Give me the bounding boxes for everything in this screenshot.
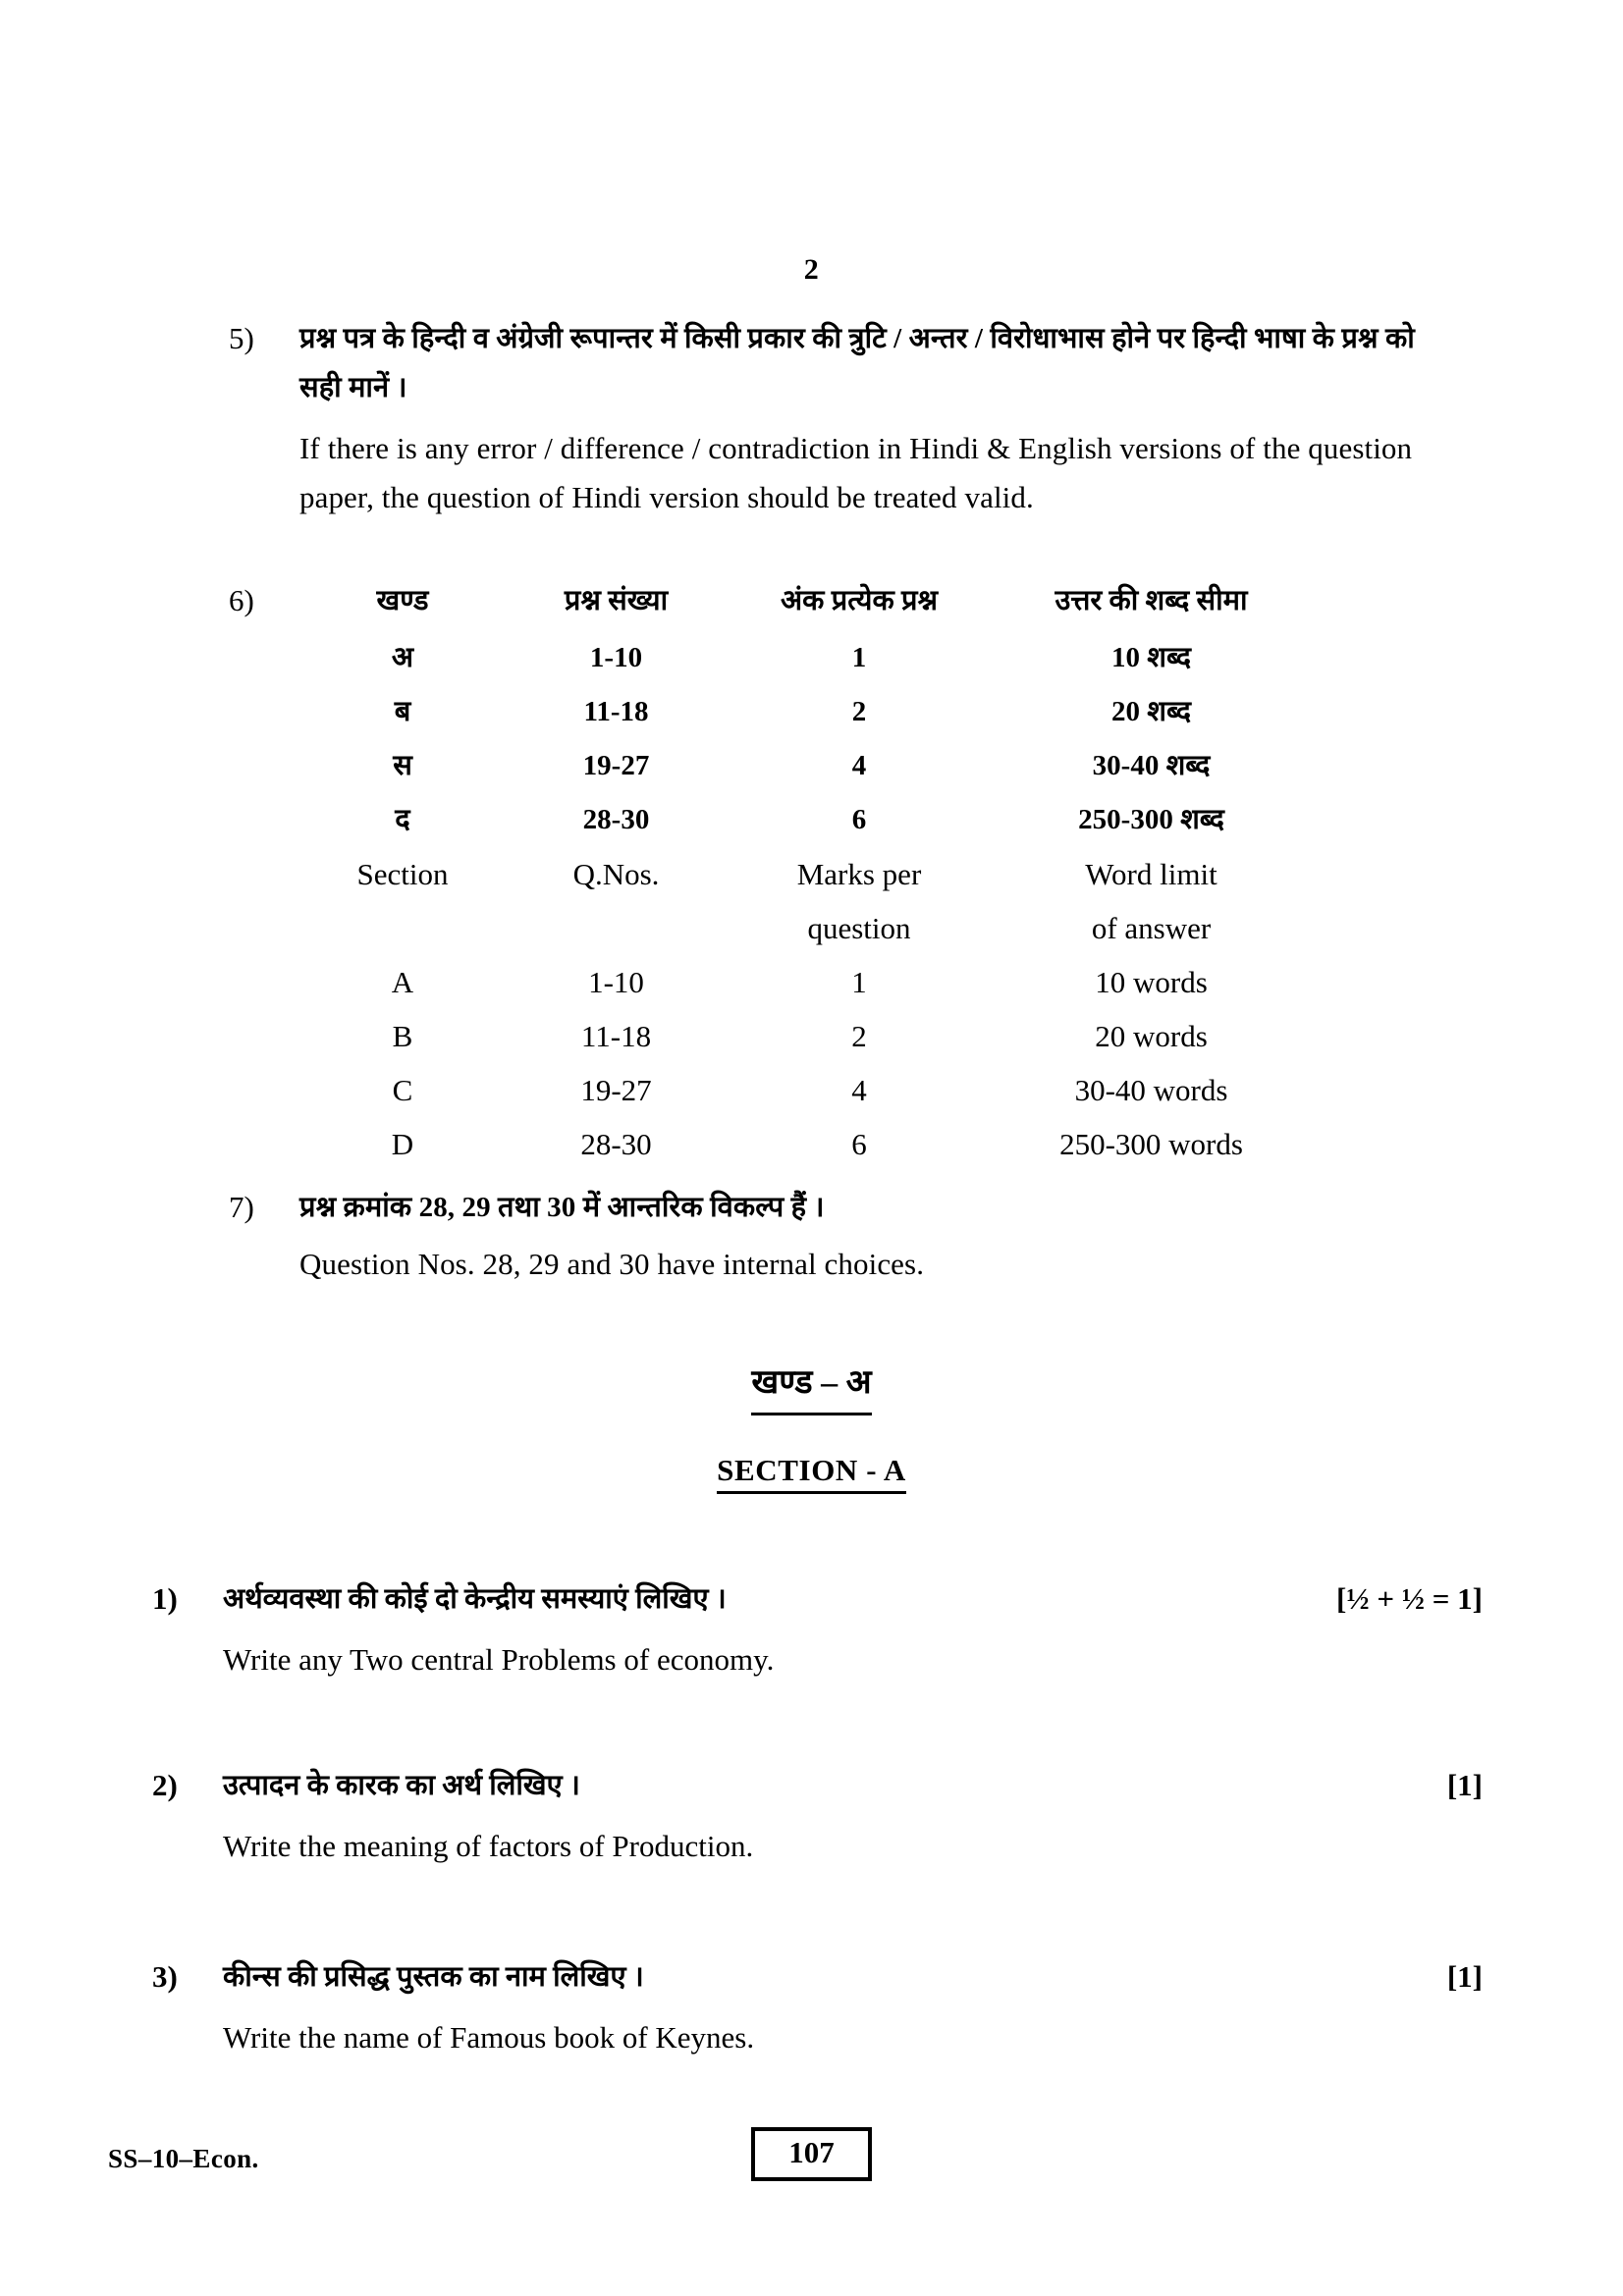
table-row <box>299 1117 1311 1171</box>
cell-section: द <box>395 804 410 835</box>
question-number-2: 2) <box>152 1768 178 1802</box>
cell-qnos: 11-18 <box>583 696 649 727</box>
header-english-wordlimit <box>992 847 1311 955</box>
header-english-marks-line2: question <box>807 911 911 945</box>
section-heading-hindi <box>0 1358 1623 1415</box>
table-row <box>299 955 1311 1009</box>
cell-section: अ <box>391 642 414 673</box>
question-3-english: Write the name of Famous book of Keynes. <box>223 2020 755 2055</box>
cell-qnos: 11-18 <box>580 1019 652 1053</box>
cell-wordlimit: 20 शब्द <box>1110 696 1192 727</box>
section-heading-english <box>0 1453 1623 1494</box>
header-english-marks <box>727 847 992 955</box>
question-item-2 <box>152 1760 1483 1872</box>
header-english-qnos <box>506 847 727 955</box>
header-english-wordlimit-line1: Word limit <box>1085 857 1217 891</box>
header-english-qnos-line1: Q.Nos. <box>572 857 660 891</box>
cell-section: C <box>392 1073 413 1107</box>
cell-wordlimit: 250-300 words <box>1059 1127 1243 1161</box>
table-row <box>299 739 1311 793</box>
instruction-7-english: Question Nos. 28, 29 and 30 have internal choices. <box>299 1247 925 1281</box>
cell-wordlimit: 10 शब्द <box>1110 642 1192 673</box>
table-row <box>299 1009 1311 1063</box>
header-hindi-wordlimit: उत्तर की शब्द सीमा <box>1055 585 1248 616</box>
section-heading-hindi-text: खण्ड – अ <box>751 1358 871 1415</box>
cell-marks: 2 <box>851 696 867 727</box>
cell-wordlimit: 20 words <box>1095 1019 1208 1053</box>
question-1-english: Write any Two central Problems of economy. <box>223 1642 775 1677</box>
footer-number-box: 107 <box>751 2127 872 2181</box>
table-row <box>299 1063 1311 1117</box>
question-1-hindi: अर्थव्यवस्था की कोई दो केन्द्रीय समस्याएं लिखिए । <box>223 1583 727 1615</box>
cell-qnos: 28-30 <box>582 804 650 835</box>
question-1-first-line <box>152 1574 1483 1625</box>
cell-marks: 6 <box>851 1127 867 1161</box>
cell-qnos: 1-10 <box>588 965 644 999</box>
question-3-first-line <box>152 1951 1483 2002</box>
question-number-3: 3) <box>152 1959 178 1994</box>
instruction-item-5 <box>229 314 1461 522</box>
marking-scheme-table <box>299 577 1311 1171</box>
instruction-number-6: 6) <box>229 583 254 617</box>
question-2-hindi: उत्पादन के कारक का अर्थ लिखिए । <box>223 1770 580 1801</box>
instruction-number-7: 7) <box>229 1190 254 1224</box>
instruction-7-hindi: प्रश्न क्रमांक 28, 29 तथा 30 में आन्तरिक विकल्प हैं । <box>299 1192 825 1223</box>
instruction-item-6 <box>229 577 1309 1171</box>
question-2-english: Write the meaning of factors of Production. <box>223 1829 754 1863</box>
instruction-body-5 <box>299 314 1461 522</box>
header-hindi-qnos: प्रश्न संख्या <box>564 585 669 616</box>
cell-marks: 4 <box>851 1073 867 1107</box>
section-heading-english-text: SECTION - A <box>717 1453 906 1494</box>
cell-marks: 4 <box>851 750 867 781</box>
question-item-1 <box>152 1574 1483 1685</box>
cell-qnos: 28-30 <box>580 1127 652 1161</box>
cell-qnos: 19-27 <box>580 1073 652 1107</box>
table-row <box>299 631 1311 685</box>
instruction-5-hindi: प्रश्न पत्र के हिन्दी व अंग्रेजी रूपान्तर में किसी प्रकार की त्रुटि / अन्तर / विरोधाभास होने पर हिन्दी भाषा के प्रश्न को सही मानें । <box>299 323 1415 403</box>
question-2-marks: [1] <box>1446 1768 1483 1802</box>
question-3-hindi: कीन्स की प्रसिद्ध पुस्तक का नाम लिखिए । <box>223 1961 644 1993</box>
cell-section: ब <box>394 696 411 727</box>
instruction-item-7 <box>229 1183 1461 1289</box>
table-header-row-hindi <box>299 577 1311 631</box>
cell-marks: 6 <box>851 804 867 835</box>
cell-wordlimit: 30-40 शब्द <box>1092 750 1211 781</box>
instruction-number-5: 5) <box>229 321 254 355</box>
table-header-row-english <box>299 847 1311 955</box>
cell-wordlimit: 250-300 शब्द <box>1078 804 1224 835</box>
cell-section: A <box>391 965 414 999</box>
cell-wordlimit: 30-40 words <box>1074 1073 1228 1107</box>
header-hindi-marks: अंक प्रत्येक प्रश्न <box>781 585 938 616</box>
cell-section: स <box>393 750 412 781</box>
cell-qnos: 1-10 <box>589 642 643 673</box>
cell-section: D <box>391 1127 414 1161</box>
footer-number-box-wrapper <box>0 2127 1623 2181</box>
cell-section: B <box>392 1019 413 1053</box>
cell-marks: 2 <box>851 1019 867 1053</box>
cell-marks: 1 <box>851 965 867 999</box>
table-row <box>299 685 1311 739</box>
question-item-3 <box>152 1951 1483 2063</box>
cell-qnos: 19-27 <box>582 750 650 781</box>
header-english-section <box>299 847 506 955</box>
header-english-wordlimit-line2: of answer <box>1091 911 1212 945</box>
table-row <box>299 793 1311 847</box>
question-2-first-line <box>152 1760 1483 1811</box>
question-1-marks: [½ + ½ = 1] <box>1336 1581 1483 1616</box>
footer-paper-code: SS–10–Econ. <box>108 2144 259 2173</box>
page-number: 2 <box>803 253 820 286</box>
header-english-section-line1: Section <box>356 857 449 891</box>
cell-marks: 1 <box>851 642 867 673</box>
header-english-marks-line1: Marks per <box>796 857 922 891</box>
instruction-5-english: If there is any error / difference / contradiction in Hindi & English versions of the question paper, the question of Hindi version should be treated valid. <box>299 431 1413 514</box>
question-number-1: 1) <box>152 1581 178 1616</box>
instruction-body-7 <box>299 1183 1461 1289</box>
question-3-marks: [1] <box>1446 1959 1483 1994</box>
header-hindi-section: खण्ड <box>376 585 429 616</box>
cell-wordlimit: 10 words <box>1095 965 1208 999</box>
